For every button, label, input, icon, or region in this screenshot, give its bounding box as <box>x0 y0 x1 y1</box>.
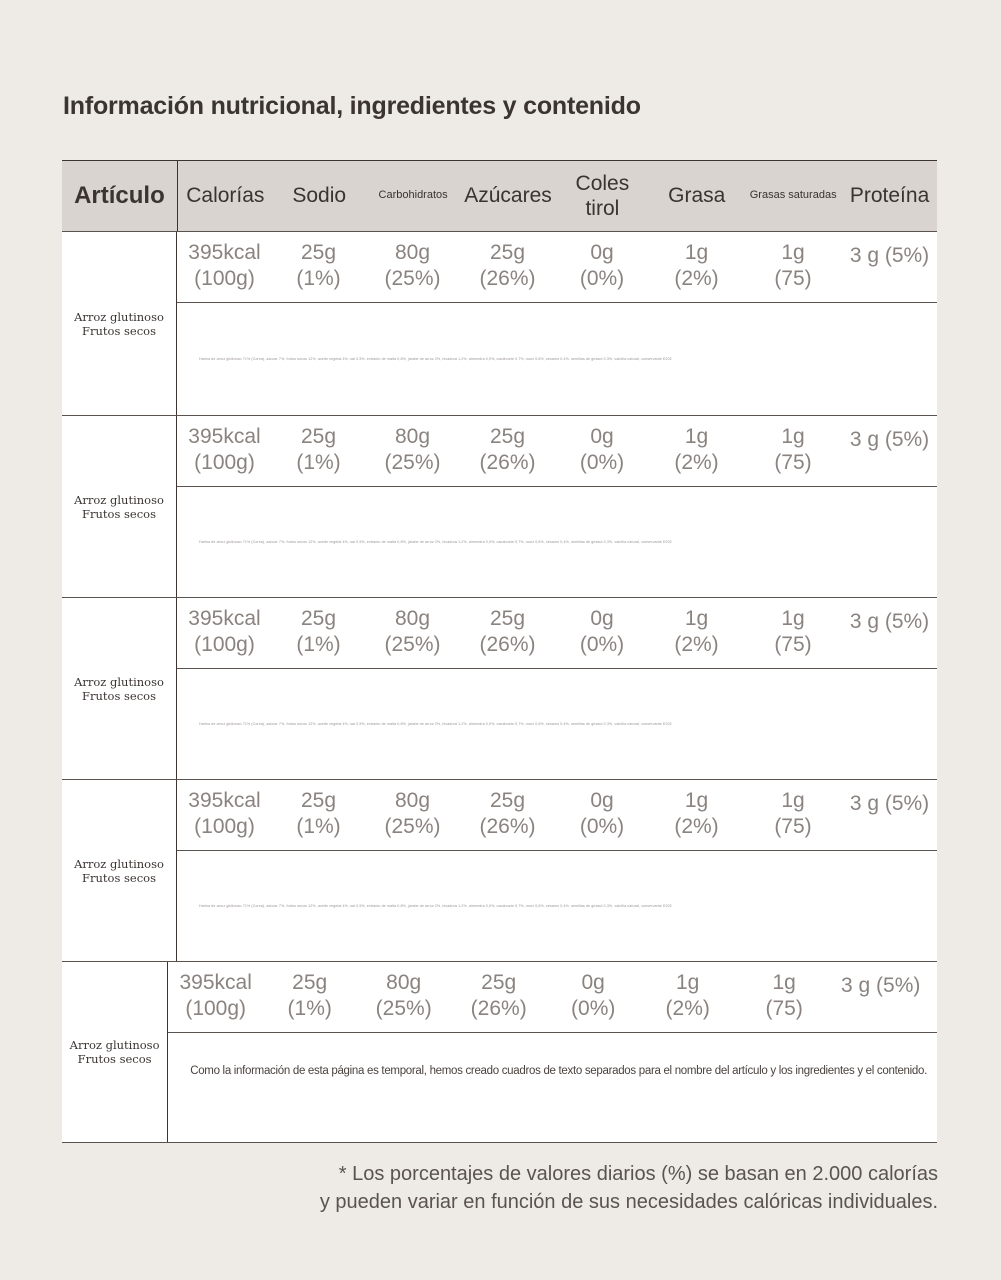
value-protein <box>842 416 937 486</box>
header-cholesterol-line1: Coles <box>575 171 630 195</box>
value-sodium <box>272 416 365 486</box>
item-name <box>62 416 177 597</box>
value-sodium <box>263 962 356 1032</box>
value-sodium <box>272 232 365 302</box>
value-saturated-fat-amount: 1g <box>772 971 796 994</box>
ingredients-text: Harina de arroz glutinoso 71% (Corea), azúcar 7%, frutos secos 12%, aceite vegetal 4%, sal 0,5%, extracto de malta 0,8%, jarabe de arroz 2%, levadura 1,2%, almendra 0,9%, cacahuete 0,7%, nuez 0,6%, sésamo 0,4%, semillas de girasol 0,3%, vainilla natural, conservante E202 <box>199 722 672 726</box>
value-carbs-amount: 80g <box>394 241 431 264</box>
value-calories-percent: (100g) <box>185 997 247 1020</box>
ingredients-text: Harina de arroz glutinoso 71% (Corea), azúcar 7%, frutos secos 12%, aceite vegetal 4%, sal 0,5%, extracto de malta 0,8%, jarabe de arroz 2%, levadura 1,2%, almendra 0,9%, cacahuete 0,7%, nuez 0,6%, sésamo 0,4%, semillas de girasol 0,3%, vainilla natural, conservante E202 <box>199 904 672 908</box>
item-name-line1: Arroz glutinoso <box>69 1038 160 1052</box>
value-carbs <box>365 780 460 850</box>
table-row <box>62 416 937 598</box>
value-fat <box>649 416 744 486</box>
value-sodium-percent: (1%) <box>296 451 341 474</box>
value-sugars-amount: 25g <box>481 971 517 994</box>
value-fat-amount: 1g <box>684 241 709 264</box>
item-name <box>62 962 168 1142</box>
header-cholesterol <box>555 161 649 231</box>
item-name-line1: Arroz glutinoso <box>74 674 164 689</box>
value-protein-amount: 3 g (5%) <box>849 244 930 267</box>
value-calories <box>177 232 272 302</box>
value-calories-amount: 395kcal <box>188 241 261 264</box>
value-sodium-amount: 25g <box>300 425 337 448</box>
value-sugars-percent: (26%) <box>479 633 536 656</box>
value-fat-percent: (2%) <box>674 633 719 656</box>
value-carbs-percent: (25%) <box>384 633 441 656</box>
nutrient-values <box>168 962 937 1033</box>
footnote-line-1: * Los porcentajes de valores diarios (%) se basan en 2.000 calorías <box>338 1163 938 1185</box>
value-sugars <box>460 598 555 668</box>
header-fat: Grasa <box>668 184 726 208</box>
value-carbs-percent: (25%) <box>384 451 441 474</box>
value-sugars-amount: 25g <box>489 241 526 264</box>
value-sodium-percent: (1%) <box>296 815 341 838</box>
value-sodium-amount: 25g <box>300 241 337 264</box>
table-row <box>62 780 937 962</box>
header-calories: Calorías <box>186 184 265 208</box>
header-item: Artículo <box>62 161 178 231</box>
value-carbs-amount: 80g <box>394 425 431 448</box>
value-carbs <box>365 416 460 486</box>
value-fat-percent: (2%) <box>665 997 710 1020</box>
value-sodium-percent: (1%) <box>287 997 332 1020</box>
value-saturated-fat-percent: (75) <box>774 633 812 656</box>
value-calories <box>177 416 272 486</box>
value-fat <box>640 962 735 1032</box>
value-carbs-percent: (25%) <box>375 997 432 1020</box>
value-saturated-fat-percent: (75) <box>774 815 812 838</box>
value-fat <box>649 598 744 668</box>
value-calories <box>177 598 272 668</box>
value-saturated-fat <box>744 232 842 302</box>
value-cholesterol-amount: 0g <box>581 971 605 994</box>
value-carbs-percent: (25%) <box>384 815 441 838</box>
value-carbs-percent: (25%) <box>384 267 441 290</box>
header-protein: Proteína <box>849 184 930 208</box>
value-protein <box>842 598 937 668</box>
header-sugars: Azúcares <box>464 184 552 208</box>
value-fat <box>649 780 744 850</box>
value-sodium-percent: (1%) <box>296 267 341 290</box>
nutrient-values <box>177 780 937 851</box>
value-carbs <box>365 598 460 668</box>
table-row <box>62 598 937 780</box>
value-cholesterol-amount: 0g <box>590 241 614 264</box>
value-calories-percent: (100g) <box>194 451 255 474</box>
page-title: Información nutricional, ingredientes y contenido <box>63 92 641 120</box>
value-cholesterol-percent: (0%) <box>579 633 625 656</box>
value-calories-amount: 395kcal <box>179 971 252 994</box>
value-calories <box>177 780 272 850</box>
value-carbs <box>356 962 451 1032</box>
item-name-line2: Frutos secos <box>82 506 156 521</box>
value-fat <box>649 232 744 302</box>
nutrition-table <box>62 160 937 1143</box>
value-sodium <box>272 598 365 668</box>
item-name-line2: Frutos secos <box>82 870 156 885</box>
value-saturated-fat-percent: (75) <box>774 267 812 290</box>
value-fat-amount: 1g <box>676 971 700 994</box>
item-name-line1: Arroz glutinoso <box>74 856 164 871</box>
table-row <box>62 232 937 416</box>
value-sugars <box>460 232 555 302</box>
item-name-line1: Arroz glutinoso <box>74 492 164 507</box>
value-cholesterol <box>555 780 649 850</box>
item-name <box>62 232 177 415</box>
value-cholesterol <box>555 598 649 668</box>
value-carbs-amount: 80g <box>394 607 431 630</box>
value-saturated-fat <box>735 962 833 1032</box>
value-fat-amount: 1g <box>684 425 709 448</box>
header-sodium: Sodio <box>292 184 347 208</box>
value-saturated-fat <box>744 416 842 486</box>
value-sugars-percent: (26%) <box>479 451 536 474</box>
value-carbs-amount: 80g <box>394 789 431 812</box>
nutrient-values <box>177 232 937 303</box>
item-name-line2: Frutos secos <box>77 1052 152 1066</box>
value-cholesterol <box>555 416 649 486</box>
nutrient-values <box>177 598 937 669</box>
value-fat-percent: (2%) <box>674 451 719 474</box>
value-protein-amount: 3 g (5%) <box>849 610 930 633</box>
value-sodium-amount: 25g <box>300 607 337 630</box>
value-sugars-amount: 25g <box>489 425 526 448</box>
value-carbs <box>365 232 460 302</box>
value-fat-percent: (2%) <box>674 267 719 290</box>
ingredients-text: Como la información de esta página es temporal, hemos creado cuadros de texto separados para el nombre del artículo y los ingredientes y el contenido. <box>190 1065 927 1077</box>
value-calories <box>168 962 263 1032</box>
value-calories-percent: (100g) <box>194 633 255 656</box>
value-calories-amount: 395kcal <box>188 425 261 448</box>
value-cholesterol-percent: (0%) <box>579 267 625 290</box>
item-name-line1: Arroz glutinoso <box>74 309 164 324</box>
value-sugars-amount: 25g <box>489 789 526 812</box>
value-sugars <box>451 962 546 1032</box>
table-header <box>62 161 937 232</box>
value-cholesterol-amount: 0g <box>590 789 614 812</box>
value-sodium <box>272 780 365 850</box>
nutrient-values <box>177 416 937 487</box>
value-calories-percent: (100g) <box>194 267 255 290</box>
value-protein-amount: 3 g (5%) <box>849 428 930 451</box>
value-cholesterol-percent: (0%) <box>579 815 625 838</box>
value-sugars-percent: (26%) <box>470 997 527 1020</box>
value-saturated-fat-amount: 1g <box>781 241 805 264</box>
value-carbs-amount: 80g <box>386 971 422 994</box>
value-cholesterol <box>555 232 649 302</box>
value-cholesterol-percent: (0%) <box>579 451 625 474</box>
value-calories-amount: 395kcal <box>188 789 261 812</box>
value-cholesterol-amount: 0g <box>590 425 614 448</box>
value-saturated-fat <box>744 780 842 850</box>
value-saturated-fat-amount: 1g <box>781 607 805 630</box>
item-name <box>62 780 177 961</box>
footnote <box>320 1160 938 1216</box>
footnote-line-2: y pueden variar en función de sus necesidades calóricas individuales. <box>319 1191 938 1213</box>
header-cholesterol-line2: tirol <box>585 197 620 220</box>
value-saturated-fat-percent: (75) <box>774 451 812 474</box>
value-protein-amount: 3 g (5%) <box>849 792 930 815</box>
item-name <box>62 598 177 779</box>
value-sodium-amount: 25g <box>300 789 337 812</box>
ingredients-text: Harina de arroz glutinoso 71% (Corea), azúcar 7%, frutos secos 12%, aceite vegetal 4%, sal 0,5%, extracto de malta 0,8%, jarabe de arroz 2%, levadura 1,2%, almendra 0,9%, cacahuete 0,7%, nuez 0,6%, sésamo 0,4%, semillas de girasol 0,3%, vainilla natural, conservante E202 <box>199 357 672 361</box>
value-saturated-fat-amount: 1g <box>781 789 805 812</box>
value-sugars <box>460 416 555 486</box>
header-saturated-fat: Grasas saturadas <box>749 189 837 202</box>
value-fat-amount: 1g <box>684 607 709 630</box>
value-sugars-amount: 25g <box>489 607 526 630</box>
header-carbs: Carbohidratos <box>378 189 448 202</box>
value-protein <box>833 962 928 1032</box>
value-protein <box>842 780 937 850</box>
value-protein-amount: 3 g (5%) <box>841 974 921 997</box>
value-fat-percent: (2%) <box>674 815 719 838</box>
value-saturated-fat-percent: (75) <box>765 997 803 1020</box>
value-sugars-percent: (26%) <box>479 815 536 838</box>
value-saturated-fat-amount: 1g <box>781 425 805 448</box>
item-name-line2: Frutos secos <box>82 688 156 703</box>
item-name-line2: Frutos secos <box>82 323 156 338</box>
value-cholesterol-percent: (0%) <box>571 997 616 1020</box>
value-calories-percent: (100g) <box>194 815 255 838</box>
value-saturated-fat <box>744 598 842 668</box>
value-cholesterol-amount: 0g <box>590 607 614 630</box>
value-fat-amount: 1g <box>684 789 709 812</box>
value-calories-amount: 395kcal <box>188 607 261 630</box>
ingredients-text: Harina de arroz glutinoso 71% (Corea), azúcar 7%, frutos secos 12%, aceite vegetal 4%, sal 0,5%, extracto de malta 0,8%, jarabe de arroz 2%, levadura 1,2%, almendra 0,9%, cacahuete 0,7%, nuez 0,6%, sésamo 0,4%, semillas de girasol 0,3%, vainilla natural, conservante E202 <box>199 540 672 544</box>
table-row <box>62 962 937 1143</box>
value-sugars-percent: (26%) <box>479 267 536 290</box>
value-protein <box>842 232 937 302</box>
value-sugars <box>460 780 555 850</box>
value-cholesterol <box>546 962 640 1032</box>
value-sodium-percent: (1%) <box>296 633 341 656</box>
value-sodium-amount: 25g <box>292 971 328 994</box>
